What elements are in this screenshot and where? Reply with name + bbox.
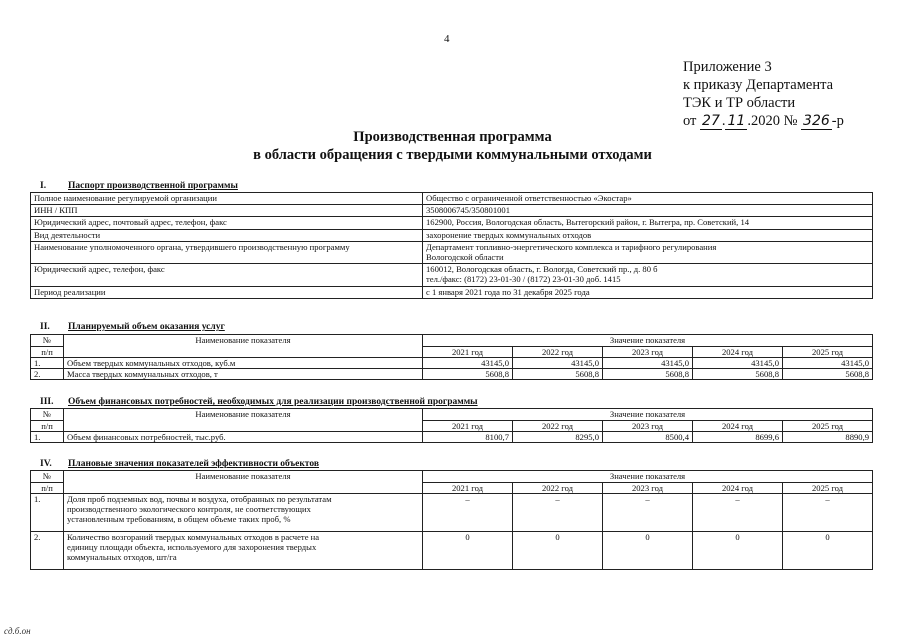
row-value: 5608,8 xyxy=(423,369,513,380)
section-1-title: Паспорт производственной программы xyxy=(68,181,238,191)
col-name-header: Наименование показателя xyxy=(64,409,423,432)
passport-value: Общество с ограниченной ответственностью «Экостар» xyxy=(423,193,873,205)
row-name: Объем твердых коммунальных отходов, куб.м xyxy=(64,358,423,369)
date-prefix: от xyxy=(683,113,697,129)
section-2-title: Планируемый объем оказания услуг xyxy=(68,322,225,332)
row-value: 5608,8 xyxy=(603,369,693,380)
row-value: – xyxy=(603,494,693,532)
table-row xyxy=(31,432,873,443)
row-name: Масса твердых коммунальных отходов, т xyxy=(64,369,423,380)
date-month: 11 xyxy=(727,113,746,129)
year-header: 2024 год xyxy=(693,421,783,432)
row-value: – xyxy=(423,494,513,532)
table-row xyxy=(31,242,873,264)
services-volume-table xyxy=(30,334,873,380)
col-value-header: Значение показателя xyxy=(423,409,873,421)
table-row xyxy=(31,205,873,217)
date-day: 27 xyxy=(702,113,720,129)
year-header: 2022 год xyxy=(513,421,603,432)
passport-label: Юридический адрес, почтовый адрес, телефон, факс xyxy=(31,217,423,230)
row-value: 0 xyxy=(423,532,513,570)
col-no-header-2: п/п xyxy=(31,347,64,358)
year-header: 2022 год xyxy=(513,347,603,358)
col-name-header: Наименование показателя xyxy=(64,471,423,494)
row-name xyxy=(64,532,423,570)
passport-label: Вид деятельности xyxy=(31,230,423,242)
table-row xyxy=(31,217,873,230)
row-value: 8100,7 xyxy=(423,432,513,443)
row-name-line: коммунальных отходов, шт/га xyxy=(67,552,177,562)
efficiency-indicators-table xyxy=(30,470,873,570)
row-name-line: производственного экологического контроля, не соответствующих xyxy=(67,504,311,514)
row-value: – xyxy=(513,494,603,532)
col-no-header: № xyxy=(31,471,64,483)
passport-value-line: тел./факс: (8172) 23-01-30 / (8172) 23-01-30 доб. 1415 xyxy=(426,274,621,284)
row-value: 43145,0 xyxy=(423,358,513,369)
passport-value: 162900, Россия, Вологодская область, Вытегорский район, г. Вытегра, пр. Советский, 14 xyxy=(423,217,873,230)
date-year: .2020 № xyxy=(747,113,798,129)
passport-value-line: Департамент топливно-энергетического комплекса и тарифного регулирования xyxy=(426,242,717,252)
table-header-row xyxy=(31,471,873,483)
row-value: 8890,9 xyxy=(783,432,873,443)
passport-value: 3508006745/350801001 xyxy=(423,205,873,217)
row-value: 0 xyxy=(693,532,783,570)
row-value: 8699,6 xyxy=(693,432,783,443)
row-value: 8295,0 xyxy=(513,432,603,443)
row-value: 8500,4 xyxy=(603,432,693,443)
section-2-number: II. xyxy=(40,322,50,332)
year-header: 2022 год xyxy=(513,483,603,494)
title-line-2: в области обращения с твердыми коммунальными отходами xyxy=(253,147,652,163)
table-row xyxy=(31,369,873,380)
row-value: 43145,0 xyxy=(783,358,873,369)
year-header: 2023 год xyxy=(603,483,693,494)
passport-label: Юридический адрес, телефон, факс xyxy=(31,264,423,287)
row-value: 43145,0 xyxy=(603,358,693,369)
col-value-header: Значение показателя xyxy=(423,335,873,347)
table-row xyxy=(31,494,873,532)
section-4-heading xyxy=(40,459,319,469)
row-value: 5608,8 xyxy=(783,369,873,380)
title-line-1: Производственная программа xyxy=(353,129,552,145)
passport-table xyxy=(30,192,873,299)
table-row xyxy=(31,193,873,205)
section-3-title: Объем финансовых потребностей, необходимых для реализации производственной программы xyxy=(68,397,478,407)
row-value: – xyxy=(783,494,873,532)
table-header-row xyxy=(31,335,873,347)
section-1-number: I. xyxy=(40,181,47,191)
row-name-line: Доля проб подземных вод, почвы и воздуха, отобранных по результатам xyxy=(67,494,332,504)
passport-value: захоронение твердых коммунальных отходов xyxy=(423,230,873,242)
year-header: 2021 год xyxy=(423,421,513,432)
financial-needs-table xyxy=(30,408,873,443)
row-value: 43145,0 xyxy=(513,358,603,369)
col-name-header: Наименование показателя xyxy=(64,335,423,358)
appendix-date-line: от 27 . 11 .2020 № 326 -р xyxy=(683,113,844,129)
section-4-number: IV. xyxy=(40,459,52,469)
table-row xyxy=(31,287,873,299)
passport-label: ИНН / КПП xyxy=(31,205,423,217)
passport-value-line: Вологодской области xyxy=(426,252,504,262)
col-no-header: № xyxy=(31,335,64,347)
row-name-line: установленным требованиям, в общем объеме таких проб, % xyxy=(67,514,291,524)
row-value: 5608,8 xyxy=(513,369,603,380)
row-name: Объем финансовых потребностей, тыс.руб. xyxy=(64,432,423,443)
appendix-line-2: к приказу Департамента xyxy=(683,77,834,93)
section-3-heading xyxy=(40,397,478,407)
section-1-heading xyxy=(40,181,238,191)
passport-value xyxy=(423,264,873,287)
year-header: 2021 год xyxy=(423,483,513,494)
year-header: 2025 год xyxy=(783,347,873,358)
section-4-title: Плановые значения показателей эффективности объектов xyxy=(68,459,319,469)
col-value-header: Значение показателя xyxy=(423,471,873,483)
year-header: 2024 год xyxy=(693,483,783,494)
row-value: – xyxy=(693,494,783,532)
row-value: 5608,8 xyxy=(693,369,783,380)
row-value: 43145,0 xyxy=(693,358,783,369)
document-title xyxy=(0,128,905,164)
row-number: 2. xyxy=(31,532,64,570)
year-header: 2025 год xyxy=(783,421,873,432)
table-header-row xyxy=(31,409,873,421)
year-header: 2024 год xyxy=(693,347,783,358)
row-value: 0 xyxy=(513,532,603,570)
table-row xyxy=(31,358,873,369)
passport-label: Период реализации xyxy=(31,287,423,299)
page-number: 4 xyxy=(444,33,450,45)
row-name-line: единицу площади объекта, используемого для захоронения твердых xyxy=(67,542,317,552)
section-3-number: III. xyxy=(40,397,54,407)
row-value: 0 xyxy=(783,532,873,570)
appendix-line-1: Приложение 3 xyxy=(683,59,772,75)
year-header: 2021 год xyxy=(423,347,513,358)
row-name-line: Количество возгораний твердых коммунальных отходов в расчете на xyxy=(67,532,320,542)
appendix-block xyxy=(683,58,844,130)
table-row xyxy=(31,532,873,570)
passport-label: Полное наименование регулируемой организации xyxy=(31,193,423,205)
passport-value-line: 160012, Вологодская область, г. Вологда, Советский пр., д. 80 б xyxy=(426,264,658,274)
row-value: 0 xyxy=(603,532,693,570)
row-number: 1. xyxy=(31,494,64,532)
passport-value xyxy=(423,242,873,264)
year-header: 2023 год xyxy=(603,347,693,358)
col-no-header: № xyxy=(31,409,64,421)
row-number: 2. xyxy=(31,369,64,380)
order-number: 326 xyxy=(803,113,830,129)
row-number: 1. xyxy=(31,432,64,443)
col-no-header-2: п/п xyxy=(31,421,64,432)
passport-value: с 1 января 2021 года по 31 декабря 2025 года xyxy=(423,287,873,299)
row-number: 1. xyxy=(31,358,64,369)
row-name xyxy=(64,494,423,532)
margin-scribble: сд.б.он xyxy=(4,626,31,636)
table-row xyxy=(31,264,873,287)
col-no-header-2: п/п xyxy=(31,483,64,494)
passport-label: Наименование уполномоченного органа, утвердившего производственную программу xyxy=(31,242,423,264)
table-row xyxy=(31,230,873,242)
appendix-line-3: ТЭК и ТР области xyxy=(683,95,796,111)
year-header: 2025 год xyxy=(783,483,873,494)
year-header: 2023 год xyxy=(603,421,693,432)
order-suffix: -р xyxy=(831,113,844,129)
section-2-heading xyxy=(40,322,225,332)
